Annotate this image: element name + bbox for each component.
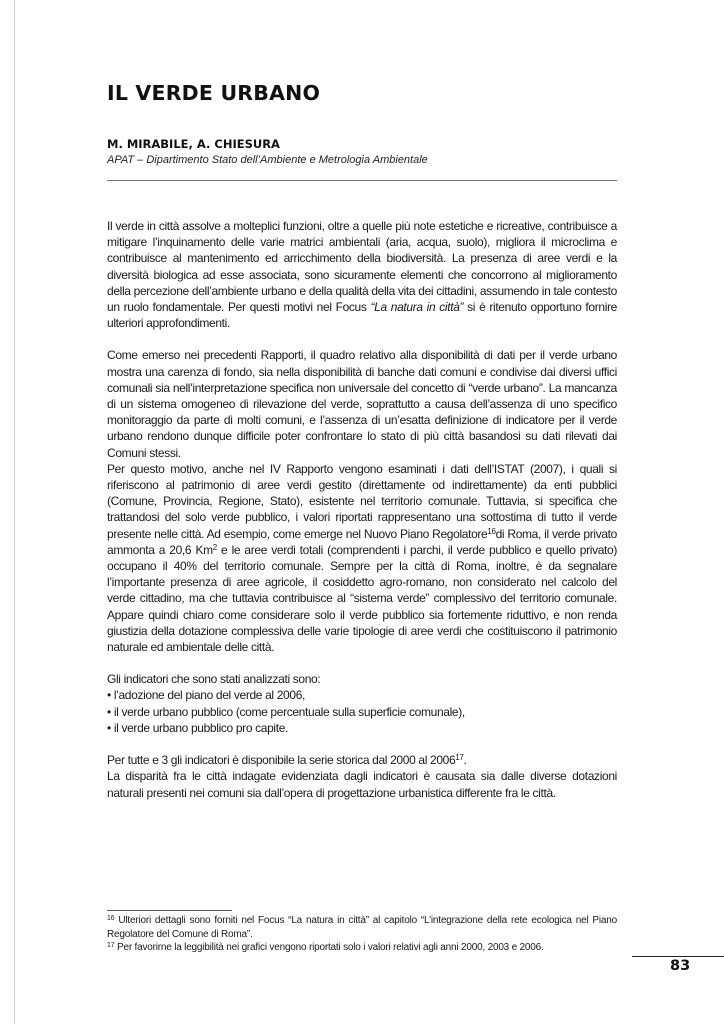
footnote-17: $^{17}$ Per favorirne la leggibilità nei grafici vengono riportati solo i valori relativi agli anni 2000, 2003 e 2006. xyxy=(107,942,544,953)
page-edge-line xyxy=(14,0,15,1024)
body-text xyxy=(107,218,617,801)
paragraph-intro: Il verde in città assolve a molteplici funzioni, oltre a quelle più note estetiche e ricreative, contribuisce a mitigare l’inquinamento delle varie matrici ambientali (aria, acqua, suolo), migliora il microclima e contribuisce al mantenimento ed arricchimento della biodiversità. La presenza di aree verdi e la diversità biologica ad esse associata, sono sicuramente elementi che concorrono al miglioramento della percezione dell’ambiente urbano e della qualità della vita dei cittadini, assumendo in tale contesto un ruolo fondamentale. Per questi motivi nel Focus “La natura in città” si è ritenuto opportuno fornire ulteriori approfondimenti. xyxy=(107,219,617,331)
footnote-divider xyxy=(107,910,232,911)
focus-title: “La natura in città” xyxy=(370,300,464,315)
authors: M. MIRABILE, A. CHIESURA xyxy=(107,137,280,151)
list-item: • il verde urbano pubblico (come percentuale sulla superficie comunale), xyxy=(107,704,617,720)
list-item: • il verde urbano pubblico pro capite. xyxy=(107,720,617,736)
superscript-2: 2 xyxy=(212,542,217,552)
paragraph-time-series: Per tutte e 3 gli indicatori è disponibile la serie storica dal 2000 al 2006$^{17}$. xyxy=(107,753,467,768)
indicators-intro: Gli indicatori che sono stati analizzati sono: xyxy=(107,672,321,687)
page-number: 83 xyxy=(670,958,691,974)
footnote-ref-17: 17 xyxy=(455,753,464,763)
paragraph-istat: Per questo motivo, anche nel IV Rapporto vengono esaminati i dati dell’ISTAT (2007), i quali si riferiscono al patrimonio di aree verdi gestito (direttamente od indirettamente) da enti pubblici (Comune, Provincia, Regione, Stato), esistente nel territorio comunale. Tuttavia, si specifica che trattandosi del solo verde pubblico, i valori riportati rappresentano una sottostima di tutto il verde presente nelle città. Ad esempio, come emerge nel Nuovo Piano Regolatore$^{16}$di Roma, il verde privato ammonta a 20,6 Km$^2$ e le aree verdi totali (comprendenti i parchi, il verde pubblico e quello privato) occupano il 40% del territorio comunale. Sempre per la città di Roma, inoltre, è da segnalare l’importante presenza di aree agricole, il cosiddetto agro-romano, non considerato nel calcolo del verde cittadino, ma che tuttavia contribuisce al “sistema verde” complessivo del territorio comunale. Appare quindi chiaro come considerare solo il verde pubblico sia fortemente riduttivo, e non renda giustizia della dotazione complessiva delle varie tipologie di aree verdi che costituiscono il patrimonio naturale ed ambientale delle città. xyxy=(107,461,618,655)
paragraph-disparity: La disparità fra le città indagate evidenziata dagli indicatori è causata sia dalle diverse dotazioni naturali presenti nei comuni sia dall’opera di progettazione urbanistica differente fra le città. xyxy=(107,769,617,800)
list-item: • l’adozione del piano del verde al 2006, xyxy=(107,687,617,703)
affiliation: APAT – Dipartimento Stato dell’Ambiente e Metrologia Ambientale xyxy=(107,154,428,166)
footnotes xyxy=(107,914,617,955)
footnote-16: $^{16}$ Ulteriori dettagli sono forniti nel Focus “La natura in città” al capitolo “L’integrazione della rete ecologica nel Piano Regolatore del Comune di Roma”. xyxy=(107,915,617,940)
chapter-title: IL VERDE URBANO xyxy=(107,81,321,105)
page-number-rule xyxy=(632,956,724,957)
header-divider xyxy=(107,180,617,181)
indicator-list xyxy=(107,687,617,736)
footnote-ref-16: 16 xyxy=(487,526,496,536)
paragraph-data-availability: Come emerso nei precedenti Rapporti, il quadro relativo alla disponibilità di dati per il verde urbano mostra una carenza di fondo, sia nella disponibilità di banche dati comuni e condivise dai diversi uffici comunali sia nell’interpretazione specifica non universale del concetto di “verde urbano”. La mancanza di un sistema omogeneo di rilevazione del verde, soprattutto a causa dell’assenza di uno specifico monitoraggio da parte di molti comuni, e l’assenza di un’esatta definizione di indicatore per il verde urbano rendono dunque difficile poter confrontare lo stato di più città basandosi su dati rilevati dai Comuni stessi. xyxy=(107,348,617,460)
